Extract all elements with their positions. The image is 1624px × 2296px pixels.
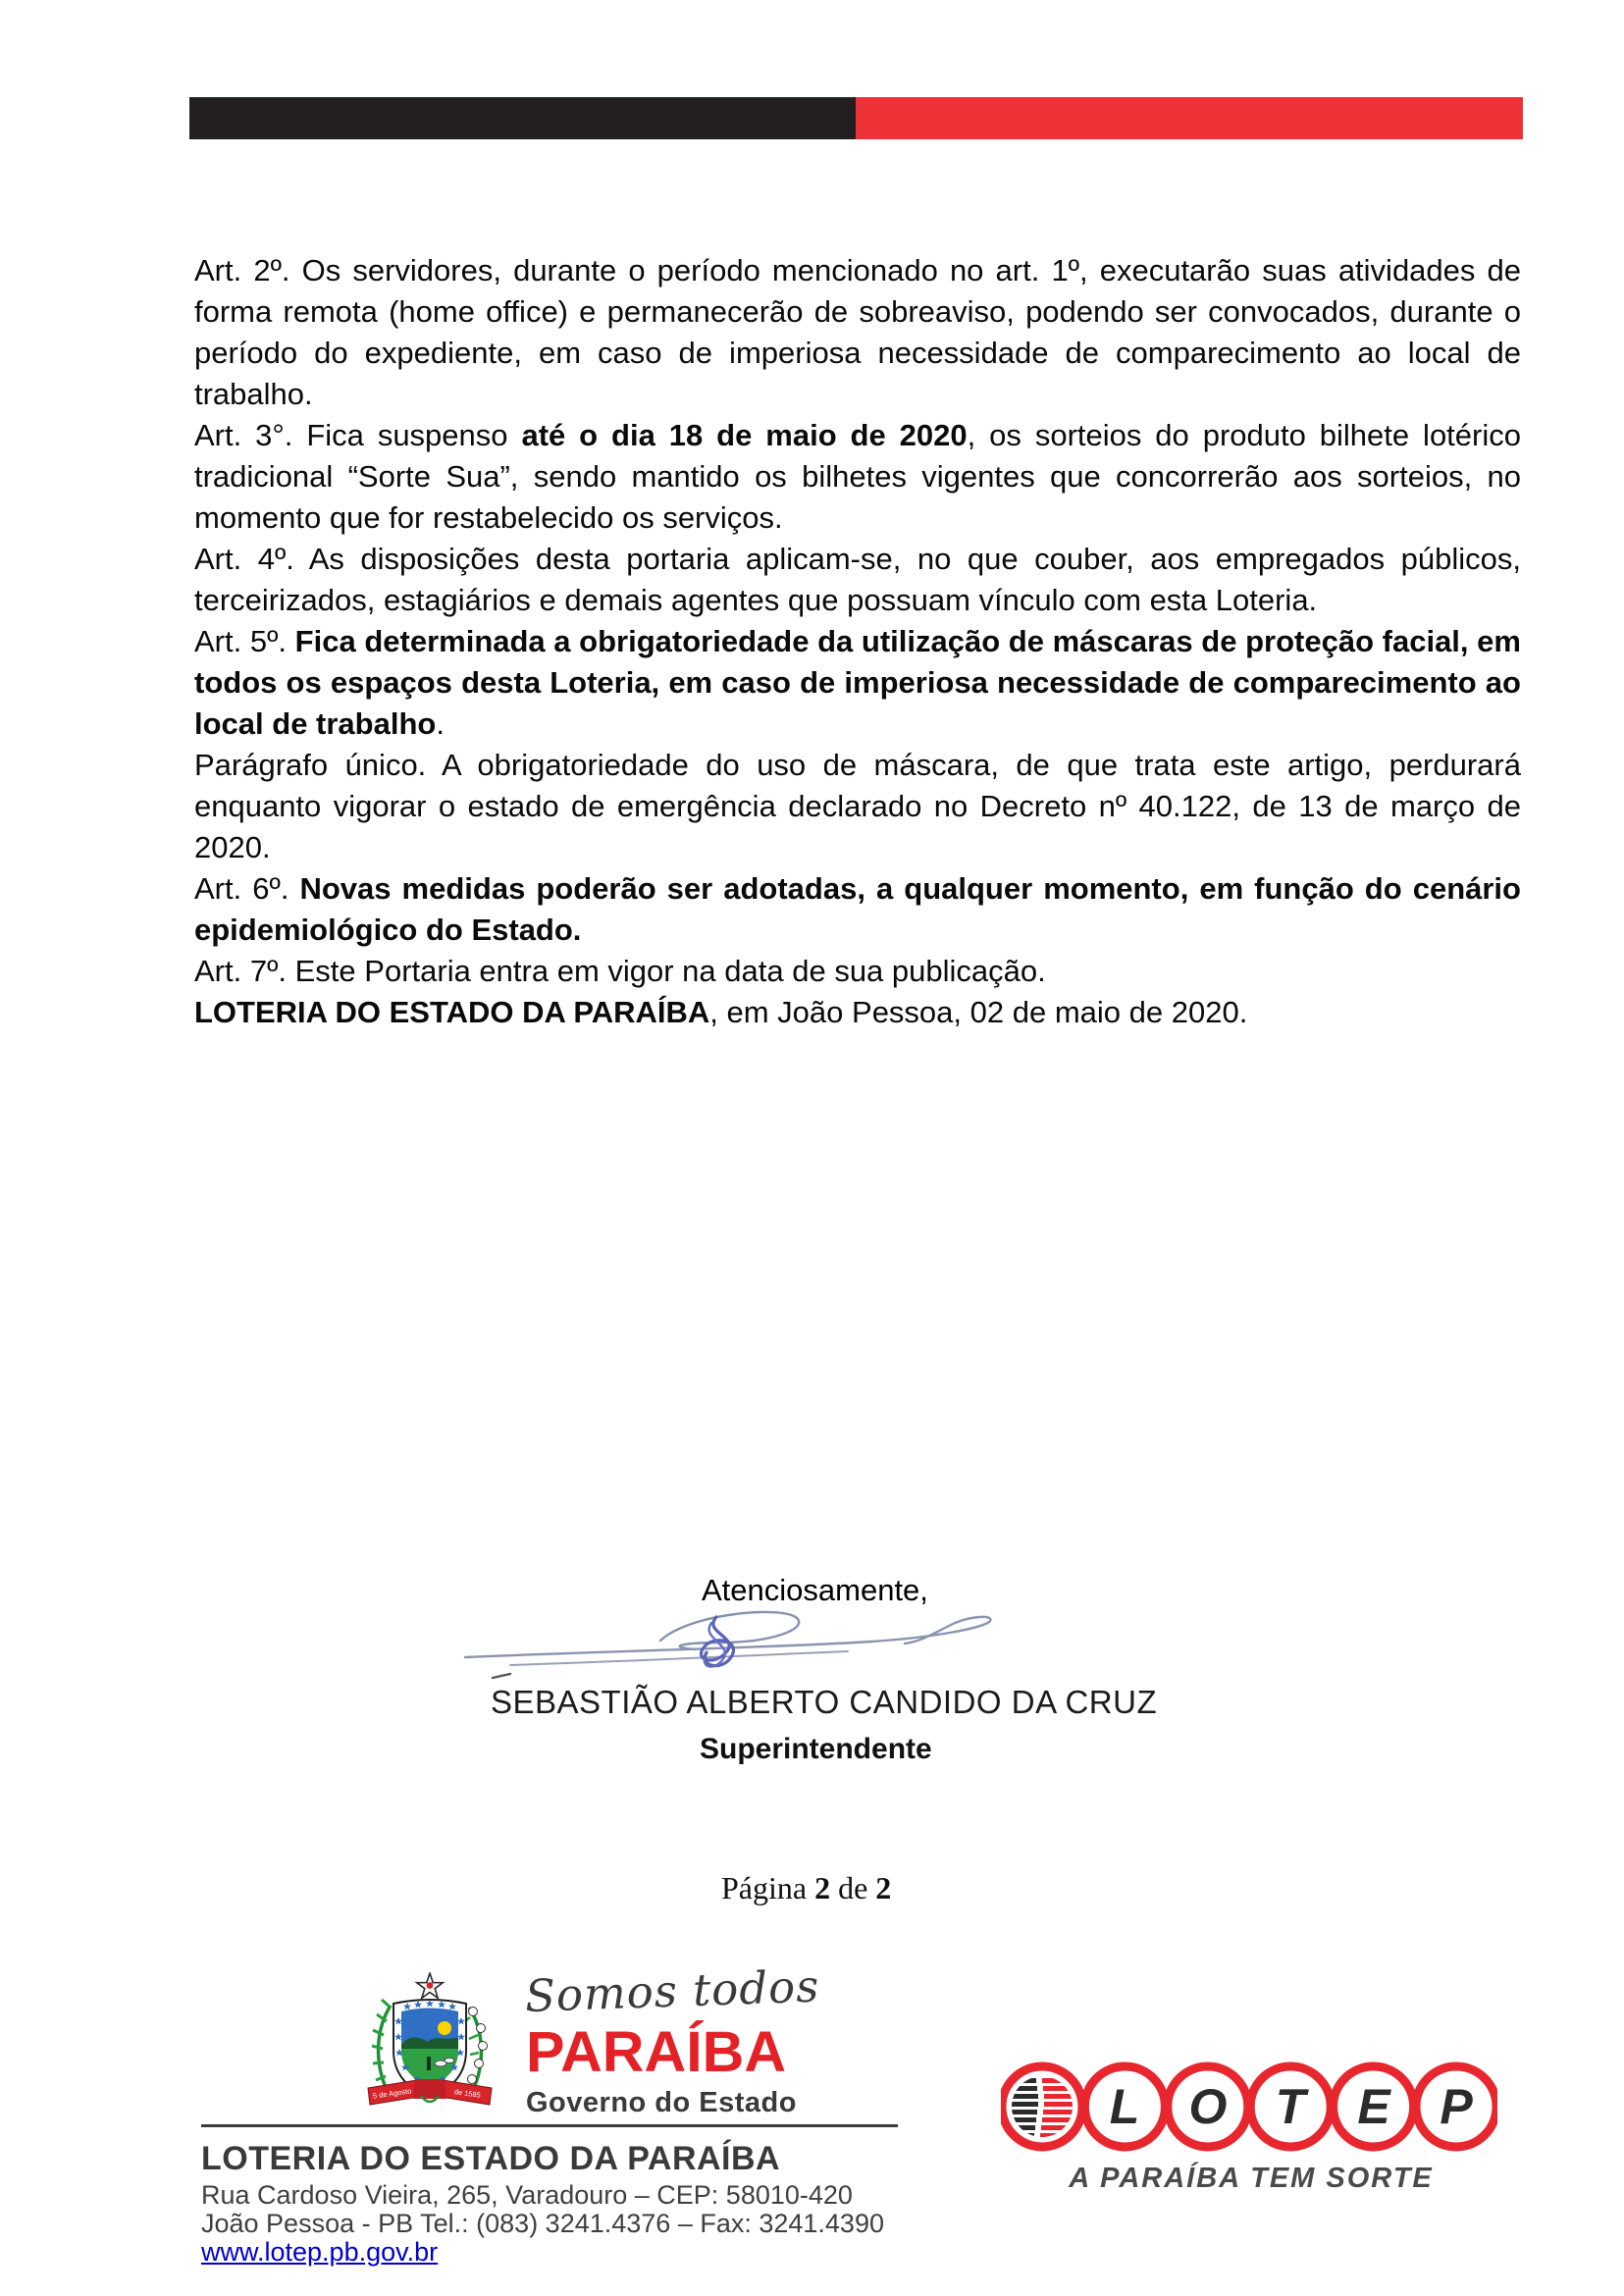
article-2-text: Art. 2º. Os servidores, durante o período mencionado no art. 1º, executarão suas atividades de forma remota (home office) e permanecerão de sobreaviso, podendo ser convocados, durante o período do expediente, em caso de imperiosa necessidade de comparecimento ao local de trabalho. [194, 253, 1521, 411]
footer-address-line2: João Pessoa - PB Tel.: (083) 3241.4376 – Fax: 3241.4390 [201, 2209, 884, 2238]
article-5-pre: Art. 5º. [194, 624, 295, 658]
article-6 [194, 868, 1521, 951]
paragrafo-unico [194, 745, 1521, 868]
page-number-total: 2 [875, 1870, 892, 1905]
government-logo-script: Somos todos [524, 1959, 821, 2022]
article-5-post: . [436, 706, 445, 741]
paragrafo-unico-text: Parágrafo único. A obrigatoriedade do uso de máscara, de que trata este artigo, perdurará enquanto vigorar o estado de emergência declarado no Decreto nº 40.122, de 13 de março de 2020. [194, 748, 1521, 864]
article-5-bold: Fica determinada a obrigatoriedade da utilização de máscaras de proteção facial, em todos os espaços desta Loteria, em caso de imperiosa necessidade de comparecimento ao local de trabalho [194, 624, 1521, 741]
ribbon-left-text: 5 de Agosto [372, 2086, 412, 2101]
footer-org-name: LOTERIA DO ESTADO DA PARAÍBA [201, 2140, 781, 2177]
footer-address-line1: Rua Cardoso Vieira, 265, Varadouro – CEP: 58010-420 [201, 2180, 853, 2210]
lotep-letter-o: O [1188, 2079, 1228, 2134]
closing-rest: , em João Pessoa, 02 de maio de 2020. [709, 995, 1248, 1029]
article-4 [194, 539, 1521, 621]
page-number-label: Página [721, 1870, 815, 1905]
paraiba-coat-of-arms [356, 1972, 503, 2114]
article-4-text: Art. 4º. As disposições desta portaria aplicam-se, no que couber, aos empregados públicos, terceirizados, estagiários e demais agentes que possuam vínculo com esta Loteria. [194, 542, 1521, 617]
article-3-bold: até o dia 18 de maio de 2020 [521, 418, 968, 452]
government-logo [524, 1959, 821, 2119]
article-5 [194, 621, 1521, 745]
salutation: Atenciosamente, [702, 1573, 928, 1607]
page-number-of: de [830, 1870, 876, 1905]
government-logo-state: PARAÍBA [526, 2020, 787, 2084]
lotep-letter-p: P [1440, 2079, 1473, 2134]
header-bar-red-segment [856, 97, 1523, 139]
lotep-letter-l: L [1109, 2079, 1140, 2134]
closing-org-name: LOTERIA DO ESTADO DA PARAÍBA [194, 995, 710, 1029]
signer-title: Superintendente [700, 1733, 932, 1765]
page-number-current: 2 [814, 1870, 831, 1905]
article-3-post: , os sorteios do produto bilhete lotérico tradicional “Sorte Sua”, sendo mantido os bilhetes vigentes que concorrerão aos sorteios, no momento que for restabelecido os serviços. [194, 418, 1521, 535]
article-6-bold: Novas medidas poderão ser adotadas, a qualquer momento, em função do cenário epidemiológico do Estado. [194, 871, 1521, 947]
closing-line [194, 992, 1521, 1033]
lotep-logo [1001, 2061, 1497, 2154]
article-7-text: Art. 7º. Este Portaria entra em vigor na data de sua publicação. [194, 954, 1046, 988]
header-bar-black-segment [189, 97, 856, 139]
article-3 [194, 415, 1521, 539]
signature-scribble [459, 1601, 1009, 1690]
lotep-letter-t: T [1275, 2079, 1306, 2134]
article-7 [194, 951, 1521, 992]
government-logo-subtitle: Governo do Estado [526, 2087, 797, 2118]
page-number [721, 1870, 891, 1906]
document-body [194, 250, 1521, 1033]
article-3-pre: Art. 3°. Fica suspenso [194, 418, 522, 452]
footer-divider [201, 2124, 898, 2127]
footer-website-link[interactable]: www.lotep.pb.gov.br [201, 2237, 439, 2267]
signer-name: SEBASTIÃO ALBERTO CANDIDO DA CRUZ [491, 1684, 1158, 1720]
article-6-pre: Art. 6º. [194, 871, 300, 906]
article-2 [194, 250, 1521, 415]
header-color-bar [189, 97, 1523, 139]
ribbon-right-text: de 1585 [453, 2087, 482, 2100]
lotep-letter-e: E [1357, 2079, 1390, 2134]
lotep-tagline: A PARAÍBA TEM SORTE [1069, 2163, 1434, 2194]
